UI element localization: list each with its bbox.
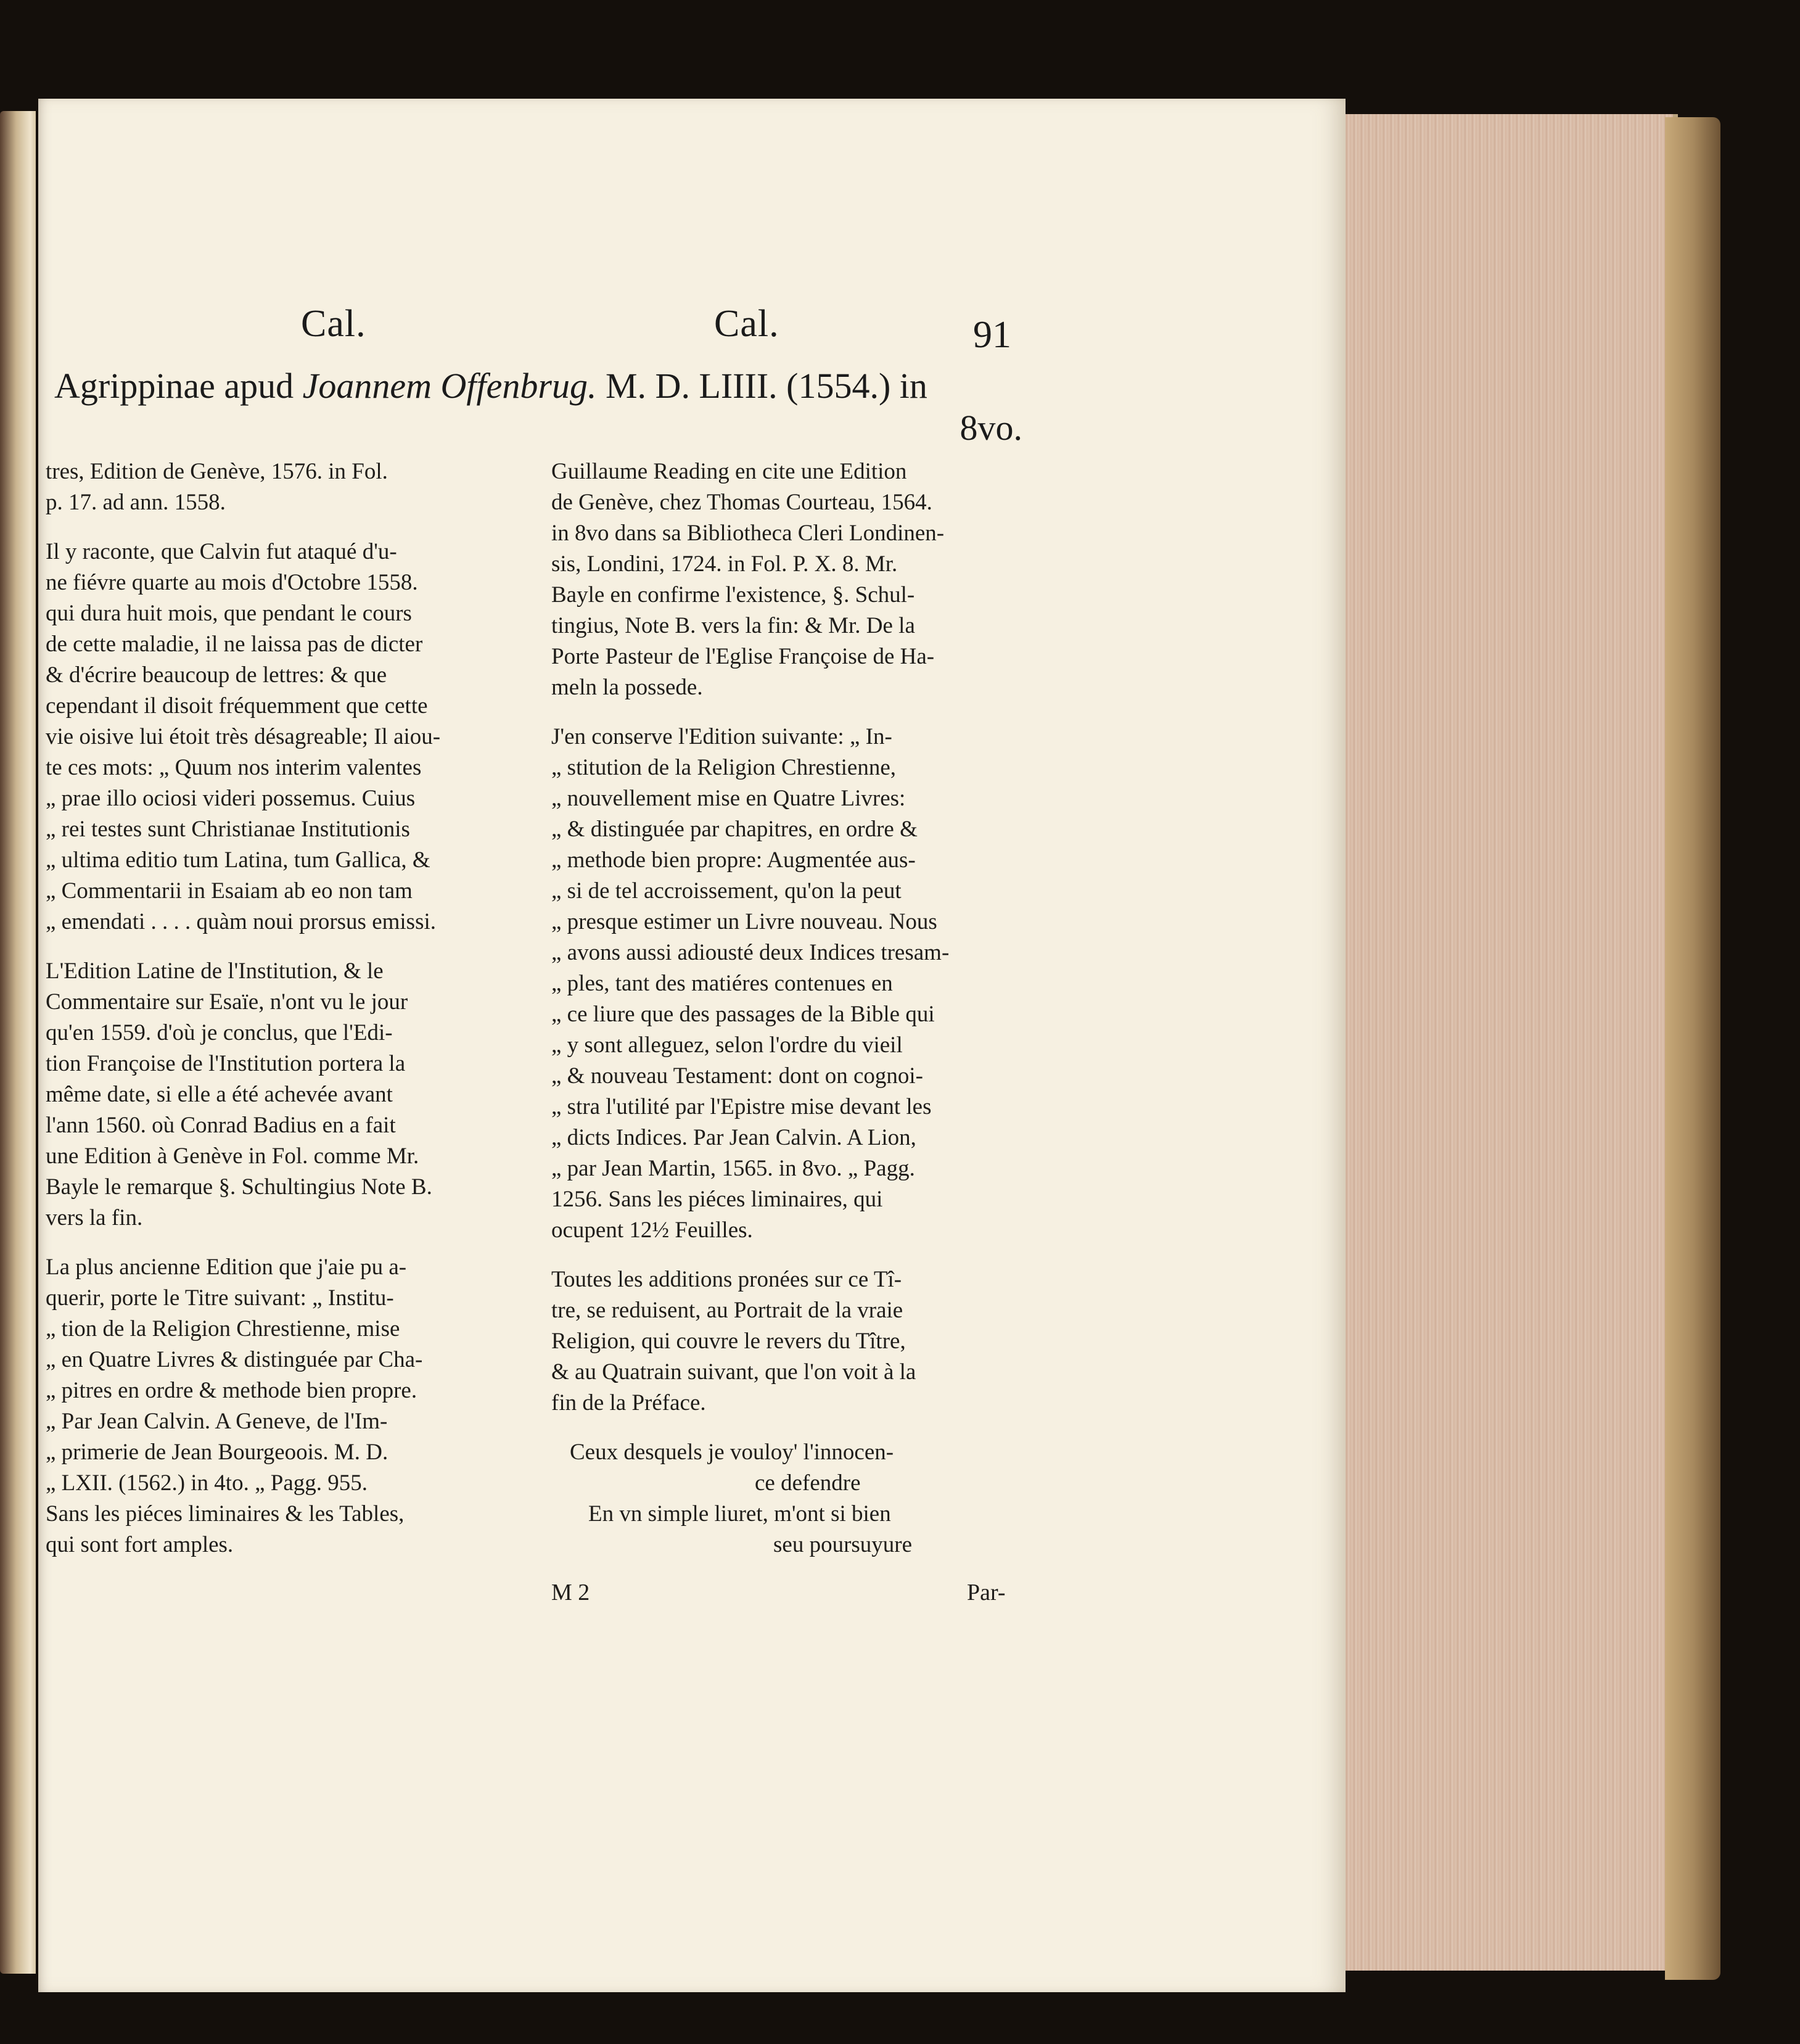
text-line: te ces mots: „ Quum nos interim valentes xyxy=(46,755,422,780)
text-line: „ & distinguée par chapitres, en ordre & xyxy=(551,817,918,842)
text-line: qu'en 1559. d'où je conclus, que l'Edi- xyxy=(46,1020,393,1045)
paragraph xyxy=(551,1264,1010,1419)
title-tail: 8vo. xyxy=(960,408,1022,448)
text-line: une Edition à Genève in Fol. comme Mr. xyxy=(46,1144,419,1169)
text-line: & au Quatrain suivant, que l'on voit à la xyxy=(551,1359,916,1385)
text-line: tion Françoise de l'Institution portera la xyxy=(46,1051,406,1076)
text-line: in 8vo dans sa Bibliotheca Cleri Londinen- xyxy=(551,521,945,546)
text-line: vers la fin. xyxy=(46,1205,143,1230)
text-line: qui dura huit mois, que pendant le cours xyxy=(46,601,412,626)
text-line: Bayle en confirme l'existence, §. Schul- xyxy=(551,582,915,608)
text-line: vie oisive lui étoit très désagreable; Il aiou- xyxy=(46,724,441,749)
text-line: & d'écrire beaucoup de lettres: & que xyxy=(46,662,387,688)
right-column xyxy=(551,456,1010,1560)
text-line: Religion, qui couvre le revers du Tître, xyxy=(551,1329,906,1354)
text-line: „ ce liure que des passages de la Bible qui xyxy=(551,1002,935,1027)
book-fore-edge xyxy=(1343,114,1678,1971)
text-line: La plus ancienne Edition que j'aie pu a- xyxy=(46,1255,407,1280)
running-head-left: Cal. xyxy=(301,303,366,345)
text-line: de Genève, chez Thomas Courteau, 1564. xyxy=(551,490,932,515)
text-line: de cette maladie, il ne laissa pas de dicter xyxy=(46,632,423,657)
text-line: même date, si elle a été achevée avant xyxy=(46,1082,393,1107)
text-line: tre, se reduisent, au Portrait de la vraie xyxy=(551,1298,903,1323)
text-line: „ & nouveau Testament: dont on cognoi- xyxy=(551,1063,923,1089)
paragraph xyxy=(551,456,1010,703)
paragraph xyxy=(46,1252,522,1560)
title-part2: M. D. LIIII. (1554.) in xyxy=(596,366,927,406)
text-line: „ primerie de Jean Bourgeoois. M. D. xyxy=(46,1440,388,1465)
text-line: Il y raconte, que Calvin fut ataqué d'u- xyxy=(46,539,397,564)
text-line: „ stra l'utilité par l'Epistre mise devant les xyxy=(551,1094,932,1119)
text-line: „ pitres en ordre & methode bien propre. xyxy=(46,1378,417,1403)
paragraph xyxy=(46,456,522,518)
text-line: „ en Quatre Livres & distinguée par Cha- xyxy=(46,1347,423,1372)
text-line: „ stitution de la Religion Chrestienne, xyxy=(551,755,897,780)
title-part1: Agrippinae apud xyxy=(54,366,303,406)
text-line: „ prae illo ociosi videri possemus. Cuius xyxy=(46,786,416,811)
text-line: „ ultima editio tum Latina, tum Gallica, & xyxy=(46,847,430,873)
text-line: tingius, Note B. vers la fin: & Mr. De la xyxy=(551,613,915,638)
text-line: meln la possede. xyxy=(551,675,703,700)
text-line: L'Edition Latine de l'Institution, & le xyxy=(46,958,384,984)
text-line: qui sont fort amples. xyxy=(46,1532,234,1557)
text-line: „ rei testes sunt Christianae Institutionis xyxy=(46,817,410,842)
text-line: „ dicts Indices. Par Jean Calvin. A Lion, xyxy=(551,1125,916,1150)
text-line: „ si de tel accroissement, qu'on la peut xyxy=(551,878,902,904)
signature-mark: M 2 xyxy=(551,1580,590,1605)
verse-line: En vn simple liuret, m'ont si bien xyxy=(588,1501,891,1527)
text-line: ne fiévre quarte au mois d'Octobre 1558. xyxy=(46,570,418,595)
text-line: Commentaire sur Esaïe, n'ont vu le jour xyxy=(46,989,408,1015)
text-line: p. 17. ad ann. 1558. xyxy=(46,490,226,515)
text-line: „ ples, tant des matiéres contenues en xyxy=(551,971,893,996)
text-line: „ Par Jean Calvin. A Geneve, de l'Im- xyxy=(46,1409,388,1434)
text-line: tres, Edition de Genève, 1576. in Fol. xyxy=(46,459,388,484)
text-line: „ methode bien propre: Augmentée aus- xyxy=(551,847,916,873)
text-line: Porte Pasteur de l'Eglise Françoise de Ha- xyxy=(551,644,935,669)
text-line: „ par Jean Martin, 1565. in 8vo. „ Pagg. xyxy=(551,1156,915,1181)
catchword: Par- xyxy=(967,1580,1006,1605)
text-line: querir, porte le Titre suivant: „ Institu- xyxy=(46,1285,394,1311)
text-line: „ nouvellement mise en Quatre Livres: xyxy=(551,786,906,811)
page-number: 91 xyxy=(973,314,1011,356)
verse-line: seu poursuyure xyxy=(773,1532,913,1557)
text-line: Guillaume Reading en cite une Edition xyxy=(551,459,907,484)
paragraph xyxy=(46,537,522,938)
text-line: sis, Londini, 1724. in Fol. P. X. 8. Mr. xyxy=(551,551,898,577)
text-line: Toutes les additions pronées sur ce Tî- xyxy=(551,1267,902,1292)
book-cover-edge xyxy=(1665,117,1720,1980)
text-line: 1256. Sans les piéces liminaires, qui xyxy=(551,1187,883,1212)
paragraph xyxy=(46,956,522,1234)
text-line: „ y sont alleguez, selon l'ordre du vieil xyxy=(551,1032,903,1058)
text-line: ocupent 12½ Feuilles. xyxy=(551,1218,753,1243)
text-line: „ presque estimer un Livre nouveau. Nous xyxy=(551,909,937,934)
text-line: „ LXII. (1562.) in 4to. „ Pagg. 955. xyxy=(46,1470,368,1496)
text-line: J'en conserve l'Edition suivante: „ In- xyxy=(551,724,892,749)
text-line: Bayle le remarque §. Schultingius Note B. xyxy=(46,1174,432,1200)
text-line: „ avons aussi adiousté deux Indices tresam- xyxy=(551,940,950,965)
running-head-right: Cal. xyxy=(714,303,779,345)
title-italic: Joannem Offenbrug. xyxy=(302,366,597,406)
text-line: fin de la Préface. xyxy=(551,1390,706,1416)
quatrain xyxy=(551,1437,1010,1560)
verse-line: Ceux desquels je vouloy' l'innocen- xyxy=(570,1440,894,1465)
text-line: „ tion de la Religion Chrestienne, mise xyxy=(46,1316,400,1341)
text-line: „ emendati . . . . quàm noui prorsus emissi. xyxy=(46,909,437,934)
text-line: l'ann 1560. où Conrad Badius en a fait xyxy=(46,1113,396,1138)
text-line: „ Commentarii in Esaiam ab eo non tam xyxy=(46,878,413,904)
text-line: Sans les piéces liminaires & les Tables, xyxy=(46,1501,405,1527)
verse-line: ce defendre xyxy=(755,1470,861,1496)
left-column xyxy=(46,456,522,1579)
text-line: cependant il disoit fréquemment que cette xyxy=(46,693,428,719)
paragraph xyxy=(551,722,1010,1246)
facing-page-edge xyxy=(0,111,36,1974)
title-line xyxy=(54,365,1022,448)
